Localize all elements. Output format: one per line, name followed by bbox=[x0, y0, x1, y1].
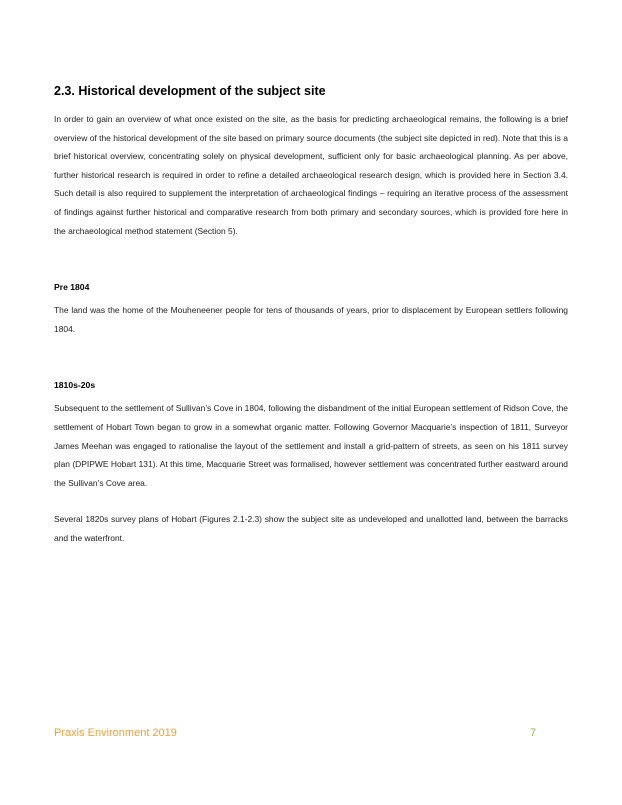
spacer bbox=[54, 240, 568, 278]
page-number: 7 bbox=[530, 727, 537, 739]
section-heading: 2.3. Historical development of the subject site bbox=[54, 84, 326, 98]
spacer bbox=[54, 492, 568, 510]
page-content bbox=[54, 84, 568, 548]
period-paragraph: Several 1820s survey plans of Hobart (Figures 2.1-2.3) show the subject site as undeveloped and unallotted land, between the barracks and the waterfront. bbox=[54, 514, 568, 543]
period-heading-1810s-20s: 1810s-20s bbox=[54, 380, 96, 391]
period-heading-pre-1804: Pre 1804 bbox=[54, 282, 90, 293]
intro-paragraph: In order to gain an overview of what once existed on the site, as the basis for predicting archaeological remains, the following is a brief overview of the historical development of the site based on primary source documents (the subject site depicted in red). Note that this is a brief historical overview, concentrating solely on physical development, sufficient only for basic archaeological planning. As per above, further historical research is required in order to refine a detailed archaeological research design, which is provided here in Section 3.4. Such detail is also required to supplement the interpretation of archaeological findings – requiring an iterative process of the assessment of findings against further historical and comparative research from both primary and secondary sources, which is provided fore here in the archaeological method statement (Section 5). bbox=[54, 114, 568, 236]
period-paragraph: The land was the home of the Mouheneener people for tens of thousands of years, prior to displacement by European settlers following 1804. bbox=[54, 305, 568, 334]
spacer bbox=[54, 338, 568, 376]
footer-company: Praxis Environment 2019 bbox=[54, 727, 177, 739]
period-paragraph: Subsequent to the settlement of Sullivan’s Cove in 1804, following the disbandment of the initial European settlement of Ridson Cove, the settlement of Hobart Town began to grow in a somewhat organic matter. Following Governor Macquarie’s inspection of 1811, Surveyor James Meehan was engaged to rationalise the layout of the settlement and install a grid-pattern of streets, as seen on his 1811 survey plan (DPIPWE Hobart 131). At this time, Macquarie Street was formalised, however settlement was concentrated further eastward around the Sullivan’s Cove area. bbox=[54, 403, 568, 488]
